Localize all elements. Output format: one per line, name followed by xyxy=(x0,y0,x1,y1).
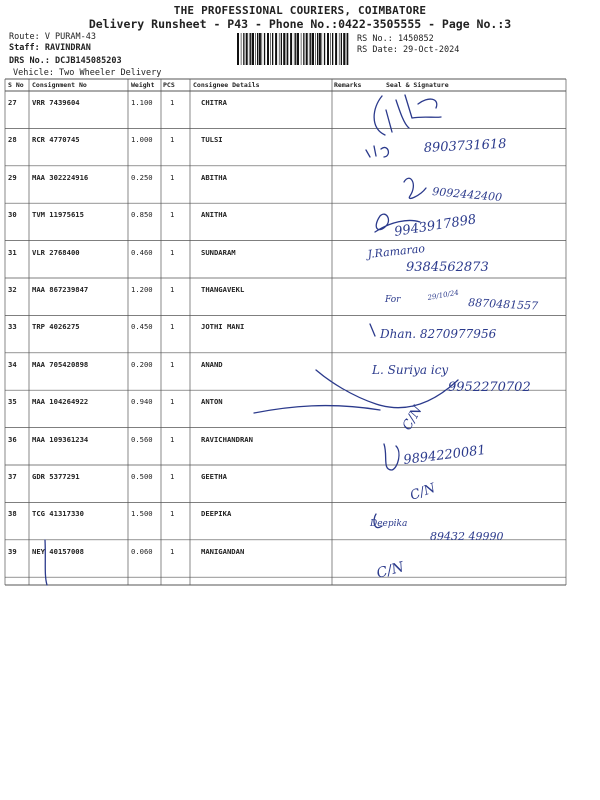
hand-r34-phone: 9952270702 xyxy=(448,380,531,395)
pcs-cell: 1 xyxy=(170,472,175,481)
weight-cell: 0.060 xyxy=(131,546,153,556)
staff-label: Staff: RAVINDRAN xyxy=(9,43,91,53)
col-consignment: Consignment No xyxy=(32,81,87,89)
hand-r39-cn: C/N xyxy=(374,559,406,582)
weight-cell: 0.200 xyxy=(131,359,153,369)
consignment-cell: NEY 40157008 xyxy=(32,546,84,556)
pcs-cell: 1 xyxy=(170,509,175,519)
weight-cell: 0.450 xyxy=(131,322,153,332)
sno-cell: 36 xyxy=(8,434,17,444)
rs-number: RS No.: 1450852 xyxy=(357,34,434,44)
consignee-cell: ANTON xyxy=(201,397,223,407)
weight-cell: 0.250 xyxy=(131,172,153,182)
pcs-cell: 1 xyxy=(170,135,175,145)
weight-cell: 0.850 xyxy=(131,210,153,220)
hand-r34-name: L. Suriya icy xyxy=(372,363,449,377)
weight-cell: 1.100 xyxy=(131,98,153,107)
sno-cell: 31 xyxy=(8,247,17,257)
hand-r32-phone: 8870481557 xyxy=(467,296,539,313)
consignee-cell: ANITHA xyxy=(201,210,227,220)
consignee-cell: GEETHA xyxy=(201,472,227,481)
col-pcs: PCS xyxy=(163,81,175,89)
sno-cell: 35 xyxy=(8,397,17,407)
hand-r28-phone: 8903731618 xyxy=(423,136,507,156)
pcs-cell: 1 xyxy=(170,322,175,332)
hand-r37-cn: C/N xyxy=(408,480,438,504)
hand-r32-date: 29/10/24 xyxy=(426,288,460,302)
weight-cell: 1.000 xyxy=(131,135,153,145)
pcs-cell: 1 xyxy=(170,285,175,294)
pcs-cell: 1 xyxy=(170,210,175,220)
sno-cell: 33 xyxy=(8,322,17,332)
pcs-cell: 1 xyxy=(170,397,175,407)
sno-cell: 27 xyxy=(8,98,17,107)
consignee-cell: DEEPIKA xyxy=(201,509,232,519)
consignment-cell: VLR 2768400 xyxy=(32,247,80,257)
col-consignee: Consignee Details xyxy=(193,81,260,89)
col-seal: Seal & Signature xyxy=(386,81,449,89)
col-sno: S No xyxy=(8,81,24,89)
hand-r38-name: Deepika xyxy=(370,519,408,529)
sno-cell: 29 xyxy=(8,172,17,182)
pcs-cell: 1 xyxy=(170,359,175,369)
consignment-cell: MAA 867239847 xyxy=(32,285,89,294)
consignment-cell: TVM 11975615 xyxy=(32,210,84,220)
weight-cell: 0.460 xyxy=(131,247,153,257)
consignment-cell: MAA 109361234 xyxy=(32,434,89,444)
consignment-cell: VRR 7439604 xyxy=(32,98,80,107)
sno-cell: 28 xyxy=(8,135,17,145)
consignment-cell: TCG 41317330 xyxy=(32,509,84,519)
sno-cell: 32 xyxy=(8,285,17,294)
route-label: Route: V PURAM-43 xyxy=(9,32,96,42)
consignment-cell: MAA 705420898 xyxy=(32,359,89,369)
sno-cell: 34 xyxy=(8,359,17,369)
col-remarks: Remarks xyxy=(334,81,362,89)
hand-r36-phone: 9894220081 xyxy=(402,443,487,468)
hand-r29-phone: 9092442400 xyxy=(431,185,503,205)
consignee-cell: RAVICHANDRAN xyxy=(201,434,253,444)
consignment-cell: MAA 104264922 xyxy=(32,397,89,407)
vehicle-label: Vehicle: Two Wheeler Delivery xyxy=(13,68,162,78)
consignee-cell: MANIGANDAN xyxy=(201,546,245,556)
pcs-cell: 1 xyxy=(170,546,175,556)
weight-cell: 1.200 xyxy=(131,285,153,294)
consignee-cell: ABITHA xyxy=(201,172,227,182)
col-weight: Weight xyxy=(131,81,155,89)
weight-cell: 1.500 xyxy=(131,509,153,519)
hand-r32-for: For xyxy=(385,295,401,305)
consignee-cell: TULSI xyxy=(201,135,223,145)
weight-cell: 0.500 xyxy=(131,472,153,481)
pcs-cell: 1 xyxy=(170,434,175,444)
sno-cell: 30 xyxy=(8,210,17,220)
sno-cell: 39 xyxy=(8,546,17,556)
weight-cell: 0.560 xyxy=(131,434,153,444)
hand-r38-phone: 89432 49990 xyxy=(430,530,504,543)
consignment-cell: MAA 302224916 xyxy=(32,172,89,182)
hand-r31-phone: 9384562873 xyxy=(406,260,489,275)
consignment-cell: TRP 4026275 xyxy=(32,322,80,332)
hand-r33: Dhan. 8270977956 xyxy=(380,327,497,341)
consignee-cell: ANAND xyxy=(201,359,223,369)
consignee-cell: SUNDARAM xyxy=(201,247,236,257)
pcs-cell: 1 xyxy=(170,172,175,182)
consignment-cell: RCR 4770745 xyxy=(32,135,80,145)
consignee-cell: THANGAVEKL xyxy=(201,285,245,294)
pcs-cell: 1 xyxy=(170,247,175,257)
hand-r31-name: J.Ramarao xyxy=(366,242,426,261)
hand-r35-cn: C/N xyxy=(399,403,426,434)
weight-cell: 0.940 xyxy=(131,397,153,407)
drs-number: DRS No.: DCJB145085203 xyxy=(9,56,122,66)
runsheet-title: Delivery Runsheet - P43 - Phone No.:0422-3505555 - Page No.:3 xyxy=(88,17,512,31)
consignee-cell: JOTHI MANI xyxy=(201,322,245,332)
consignee-cell: CHITRA xyxy=(201,98,227,107)
rs-date: RS Date: 29-Oct-2024 xyxy=(357,45,460,55)
consignment-cell: GDR 5377291 xyxy=(32,472,80,481)
sno-cell: 38 xyxy=(8,509,17,519)
pcs-cell: 1 xyxy=(170,98,175,107)
hand-r30-phone: 9943917898 xyxy=(393,212,478,240)
company-name: THE PROFESSIONAL COURIERS, COIMBATORE xyxy=(173,4,427,17)
sno-cell: 37 xyxy=(8,472,17,481)
